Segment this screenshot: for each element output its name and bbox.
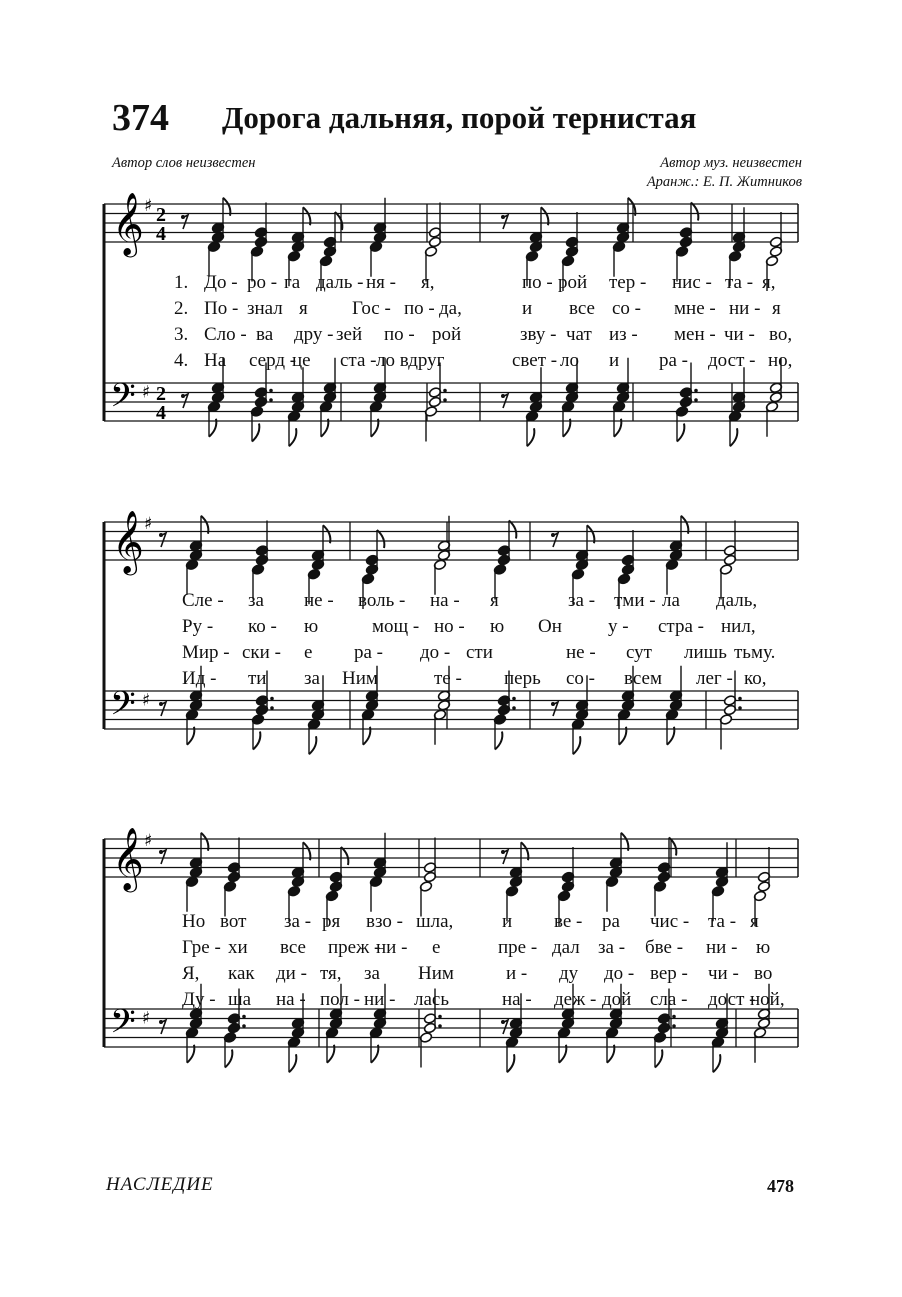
lyric-syllable: зву - (520, 324, 557, 345)
lyric-syllable: Гос - (352, 298, 391, 319)
lyric-syllable: воль - (358, 590, 406, 611)
bass-clef-icon: 𝄢 (110, 685, 136, 731)
lyric-syllable: ни - (706, 937, 738, 958)
lyric-syllable: не - (566, 642, 596, 663)
lyric-verse-3 (104, 963, 798, 991)
note-flag (289, 428, 296, 446)
lyric-syllable: Ру - (182, 616, 214, 637)
note-flag (509, 521, 516, 539)
augmentation-dot (269, 389, 273, 393)
lyric-syllable: зей (336, 324, 363, 345)
note-flag (713, 1054, 720, 1072)
lyric-syllable: це (292, 350, 311, 371)
treble-clef-icon: 𝄞 (112, 510, 144, 573)
lyric-syllable: ко, (744, 668, 767, 689)
music-system-1 (104, 190, 798, 430)
lyric-syllable: Ид - (182, 668, 217, 689)
lyric-syllable: ва (256, 324, 274, 345)
lyric-syllable: ста - (340, 350, 377, 371)
lyric-verse-4 (104, 989, 798, 1017)
augmentation-dot (270, 706, 274, 710)
lyric-syllable: ня - (366, 272, 396, 293)
music-system-2 (104, 508, 798, 748)
lyric-syllable: До - (204, 272, 238, 293)
lyric-verse-2 (104, 616, 798, 644)
bass-clef-icon: 𝄢 (110, 1003, 136, 1049)
key-signature-sharp: ♯ (142, 1008, 151, 1029)
lyric-verse-2 (104, 298, 798, 326)
lyric-syllable: и (502, 911, 513, 932)
lyric-syllable: на - (430, 590, 460, 611)
time-signature-top: 2 (156, 204, 166, 226)
lyric-syllable: чи - (724, 324, 755, 345)
lyric-syllable: за - (568, 590, 596, 611)
lyric-syllable: Сло - (204, 324, 247, 345)
augmentation-dot (242, 1024, 246, 1028)
lyric-syllable: лег - (696, 668, 733, 689)
note-flag (225, 1050, 232, 1068)
augmentation-dot (443, 398, 447, 402)
lyric-syllable: ра (602, 911, 620, 932)
lyric-syllable: та - (725, 272, 754, 293)
note-flag (377, 530, 384, 548)
lyric-syllable: тьму. (734, 642, 776, 663)
lyric-syllable: все (280, 937, 306, 958)
augmentation-dot (270, 697, 274, 701)
lyric-syllable: за (304, 668, 320, 689)
lyric-syllable: нис - (672, 272, 712, 293)
lyric-syllable: но, (768, 350, 793, 371)
lyric-syllable: я, (421, 272, 435, 293)
lyric-syllable: ю (490, 616, 505, 637)
lyric-syllable: вер - (650, 963, 688, 984)
augmentation-dot (269, 398, 273, 402)
lyric-syllable: знал (247, 298, 283, 319)
time-signature-bottom: 4 (156, 223, 166, 245)
lyric-syllable: лишь (684, 642, 727, 663)
lyric-verse-2 (104, 937, 798, 965)
lyric-syllable: на - (502, 989, 532, 1010)
lyric-syllable: ни - (364, 989, 396, 1010)
lyric-syllable: ни - (376, 937, 408, 958)
lyric-syllable: ю (304, 616, 319, 637)
lyric-verse-1 (104, 590, 798, 618)
lyric-syllable: да, (439, 298, 462, 319)
lyric-syllable: я (750, 911, 759, 932)
lyric-syllable: по - (522, 272, 553, 293)
augmentation-dot (738, 706, 742, 710)
lyric-syllable: я (299, 298, 308, 319)
publisher-name: НАСЛЕДИЕ (106, 1174, 214, 1195)
lyric-syllable: как (228, 963, 255, 984)
lyric-syllable: деж - (554, 989, 597, 1010)
lyric-syllable: ра - (659, 350, 689, 371)
hymn-title: Дорога дальняя, порой тернистая (222, 100, 697, 135)
lyric-verse-1 (104, 911, 798, 939)
lyric-syllable: Гре - (182, 937, 221, 958)
note-flag (495, 732, 502, 750)
augmentation-dot (512, 706, 516, 710)
lyric-syllable: сла - (650, 989, 688, 1010)
note-flag (341, 847, 348, 865)
lyric-syllable: Он (538, 616, 562, 637)
lyric-syllable: мощ - (372, 616, 420, 637)
lyric-syllable: я, (762, 272, 776, 293)
music-credit: Автор муз. неизвестен (660, 155, 802, 171)
time-signature-bottom: 4 (156, 402, 166, 424)
lyric-syllable: Ним (342, 668, 378, 689)
lyric-syllable: даль - (316, 272, 364, 293)
lyric-syllable: ра - (354, 642, 384, 663)
note-flag (253, 732, 260, 750)
lyric-syllable: ко - (248, 616, 277, 637)
lyric-syllable: вот (220, 911, 247, 932)
note-flag (669, 838, 676, 856)
lyric-syllable: на - (276, 989, 306, 1010)
words-credit: Автор слов неизвестен (112, 155, 256, 171)
lyric-syllable: дал (552, 937, 580, 958)
augmentation-dot (694, 389, 698, 393)
lyric-syllable: Ним (418, 963, 454, 984)
lyric-syllable: сти (466, 642, 493, 663)
lyric-syllable: нил, (721, 616, 756, 637)
lyric-syllable: дру - (294, 324, 334, 345)
augmentation-dot (512, 697, 516, 701)
arranger-credit: Аранж.: Е. П. Житников (646, 174, 802, 190)
lyric-syllable: со - (612, 298, 642, 319)
lyric-syllable: хи (228, 937, 248, 958)
lyric-syllable: чис - (650, 911, 690, 932)
lyric-syllable: 3. (174, 324, 189, 345)
lyric-syllable: взо - (366, 911, 403, 932)
key-signature-sharp: ♯ (144, 196, 153, 216)
lyric-syllable: пол - (320, 989, 360, 1010)
time-signature-top: 2 (156, 383, 166, 405)
lyric-syllable: шла, (416, 911, 454, 932)
key-signature-sharp: ♯ (142, 382, 151, 403)
lyric-syllable: ю (756, 937, 771, 958)
lyric-syllable: всем (624, 668, 662, 689)
lyric-syllable: за (364, 963, 380, 984)
lyric-syllable: ро - (247, 272, 278, 293)
lyric-syllable: рой (558, 272, 588, 293)
lyric-syllable: Сле - (182, 590, 224, 611)
lyric-syllable: все (569, 298, 595, 319)
lyric-syllable: даль, (716, 590, 758, 611)
key-signature-sharp: ♯ (142, 690, 151, 711)
lyric-syllable: те - (434, 668, 462, 689)
key-signature-sharp: ♯ (144, 831, 153, 851)
augmentation-dot (443, 389, 447, 393)
lyric-syllable: ша (228, 989, 252, 1010)
lyric-syllable: чи - (708, 963, 739, 984)
lyric-syllable: 4. (174, 350, 189, 371)
note-flag (691, 203, 698, 221)
augmentation-dot (738, 697, 742, 701)
lyric-syllable: дой (602, 989, 632, 1010)
treble-clef-icon: 𝄞 (112, 827, 144, 890)
augmentation-dot (672, 1024, 676, 1028)
lyric-verse-4 (104, 350, 798, 378)
lyric-syllable: По - (204, 298, 239, 319)
lyric-syllable: ду (559, 963, 579, 984)
key-signature-sharp: ♯ (144, 514, 153, 534)
lyric-syllable: серд - (249, 350, 297, 371)
lyric-syllable: за - (284, 911, 312, 932)
lyric-syllable: Но (182, 911, 206, 932)
lyric-syllable: сут (626, 642, 652, 663)
note-flag (730, 428, 737, 446)
lyric-syllable: 2. (174, 298, 189, 319)
lyric-syllable: преж - (328, 937, 381, 958)
lyric-syllable: та - (708, 911, 737, 932)
note-flag (309, 736, 316, 754)
lyric-syllable: Мир - (182, 642, 230, 663)
lyric-syllable: до - (604, 963, 635, 984)
treble-clef-icon: 𝄞 (112, 192, 144, 255)
lyric-syllable: и - (506, 963, 528, 984)
lyric-syllable: ски - (242, 642, 281, 663)
lyric-syllable: за (248, 590, 264, 611)
lyric-syllable: у - (608, 616, 629, 637)
lyric-syllable: бве - (645, 937, 684, 958)
lyric-syllable: со - (566, 668, 596, 689)
lyric-syllable: ло (560, 350, 579, 371)
lyric-syllable: Ду - (182, 989, 216, 1010)
lyric-syllable: ди - (276, 963, 307, 984)
lyric-syllable: мне - (674, 298, 716, 319)
note-flag (573, 736, 580, 754)
note-flag (289, 1054, 296, 1072)
lyric-syllable: га (284, 272, 301, 293)
lyric-syllable: я (772, 298, 781, 319)
note-flag (527, 428, 534, 446)
lyric-syllable: ря (322, 911, 341, 932)
lyric-syllable: но - (434, 616, 465, 637)
music-system-3 (104, 825, 798, 1085)
lyric-syllable: 1. (174, 272, 189, 293)
lyric-verse-1 (104, 272, 798, 300)
lyric-syllable: за - (598, 937, 626, 958)
lyric-syllable: не - (304, 590, 334, 611)
lyric-syllable: ни - (729, 298, 761, 319)
note-flag (252, 424, 259, 442)
lyric-syllable: свет - (512, 350, 558, 371)
lyric-syllable: по - (384, 324, 415, 345)
lyric-syllable: тми - (614, 590, 656, 611)
augmentation-dot (438, 1024, 442, 1028)
note-flag (677, 424, 684, 442)
lyric-syllable: перь (504, 668, 541, 689)
lyric-syllable: пре - (498, 937, 538, 958)
lyric-syllable: я (490, 590, 499, 611)
lyric-syllable: ло вдруг (376, 350, 445, 371)
note-flag (507, 1054, 514, 1072)
lyric-syllable: Я, (182, 963, 200, 984)
note-flag (655, 1050, 662, 1068)
lyric-verse-3 (104, 324, 798, 352)
lyric-syllable: На (204, 350, 227, 371)
lyric-syllable: во, (769, 324, 793, 345)
lyric-syllable: и (609, 350, 620, 371)
lyric-syllable: из - (609, 324, 638, 345)
lyric-syllable: мен - (674, 324, 716, 345)
lyric-syllable: ве - (554, 911, 583, 932)
page-number: 478 (767, 1176, 794, 1196)
lyric-syllable: по - (404, 298, 435, 319)
lyric-verse-4 (104, 668, 798, 696)
lyric-syllable: рой (432, 324, 462, 345)
lyric-syllable: во (754, 963, 773, 984)
lyric-syllable: ти (248, 668, 267, 689)
lyric-syllable: е (304, 642, 313, 663)
lyric-syllable: чат (566, 324, 592, 345)
lyric-syllable: е (432, 937, 441, 958)
lyric-syllable: тя, (320, 963, 342, 984)
lyric-syllable: до - (420, 642, 451, 663)
lyric-syllable: тер - (609, 272, 647, 293)
lyric-syllable: ной, (750, 989, 785, 1010)
augmentation-dot (694, 398, 698, 402)
bass-clef-icon: 𝄢 (110, 377, 136, 423)
lyric-syllable: дост - (708, 989, 756, 1010)
lyric-syllable: и (522, 298, 533, 319)
lyric-syllable: лась (414, 989, 450, 1010)
hymn-number: 374 (112, 97, 169, 139)
lyric-verse-3 (104, 642, 798, 670)
lyric-syllable: стра - (658, 616, 704, 637)
lyric-syllable: ла (662, 590, 680, 611)
lyric-syllable: дост - (708, 350, 756, 371)
